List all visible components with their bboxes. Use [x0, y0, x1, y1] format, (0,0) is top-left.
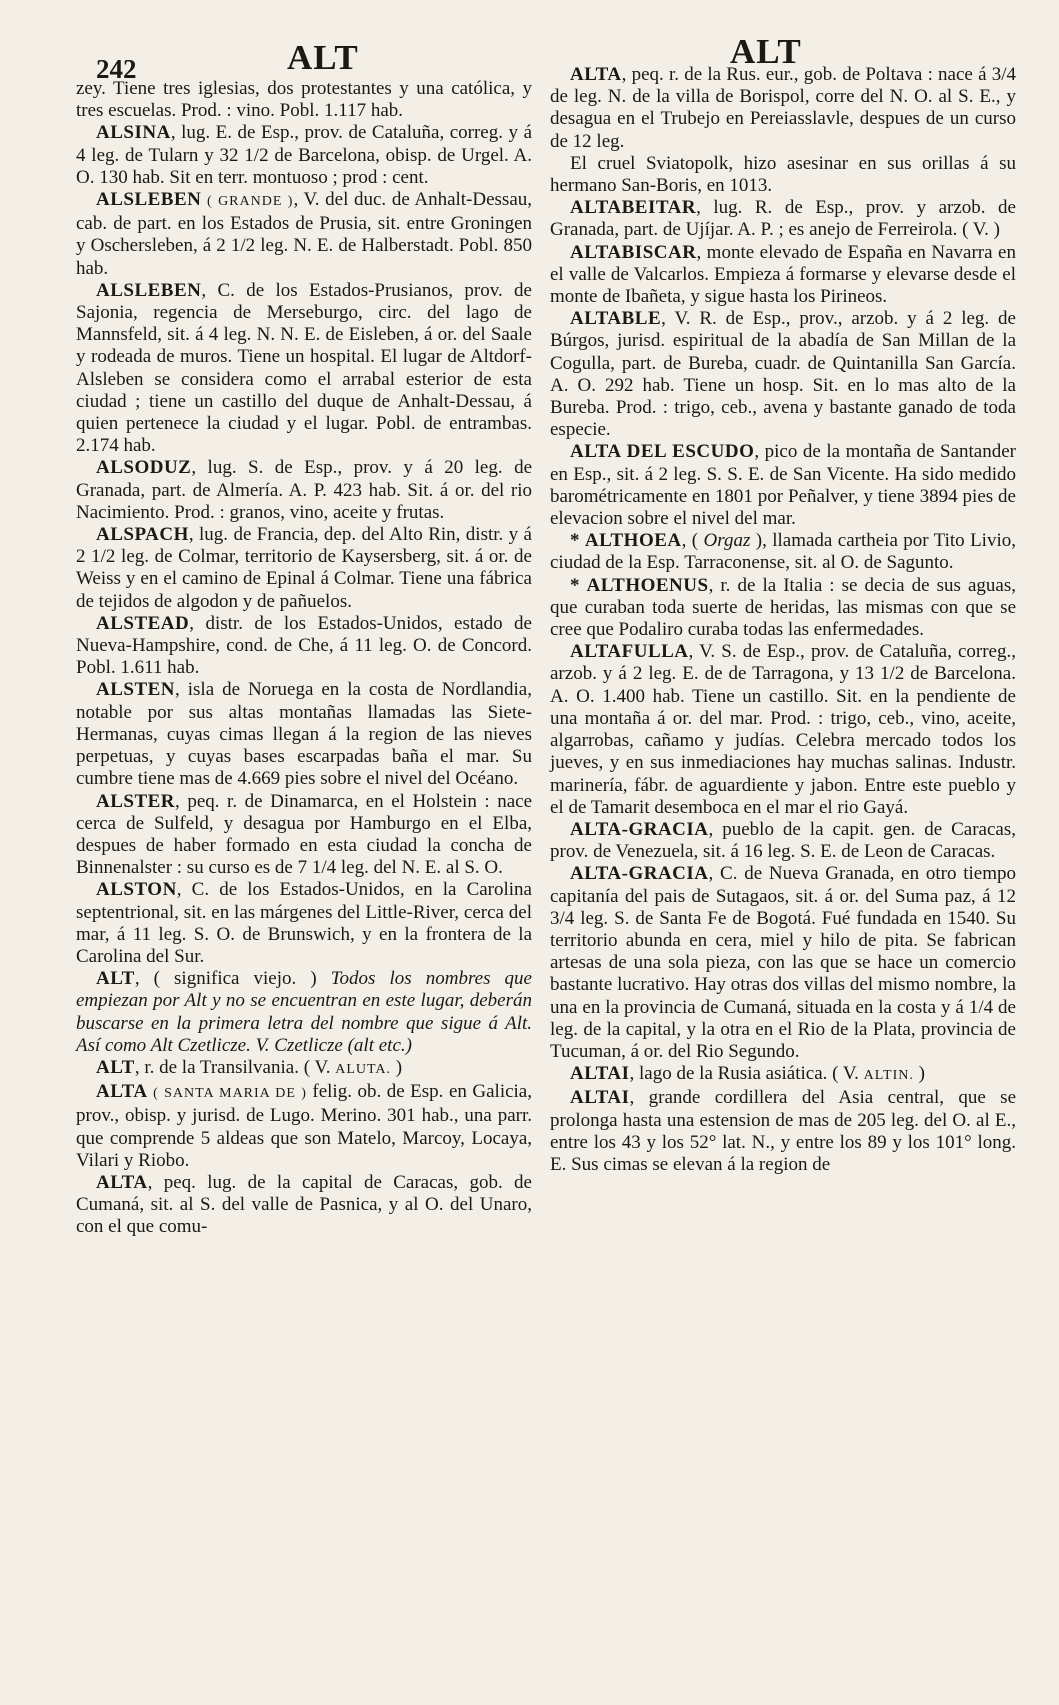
entry-cross-reference: ALUTA.: [335, 1061, 392, 1077]
running-head-left: ALT: [287, 38, 359, 77]
entry-text: felig. ob. de Esp. en Galicia, prov., obisp. y jurisd. de Lugo. Merino. 301 hab., una parr. que comprende 5 aldeas que son Matelo, Marcoy, Locaya, Vilari y Riobo.: [76, 1081, 532, 1171]
entry-headword: ALTABLE: [570, 308, 662, 330]
entry-qualifier: ( GRANDE ): [207, 194, 294, 210]
entry-text: , peq. r. de Dinamarca, en el Holstein : nace cerca de Sulfeld, y desagua por Hamburgo en el Elba, despues de haber formado en esta ciudad la concha de Binnenalster : su curso es de 7 1/4 leg. del N. E. al S. O.: [76, 790, 532, 879]
entry-cross-reference: ALTIN.: [863, 1068, 914, 1084]
dictionary-entry: [550, 1087, 1016, 1176]
dictionary-entry: [76, 1081, 532, 1172]
entry-headword: ALTAI: [570, 1063, 630, 1085]
entry-text: , r. de la Italia : se decia de sus aguas, que curaban toda suerte de heridas, las mismas con que se cree que Podaliro curaba todas las enfermedades.: [550, 574, 1017, 641]
entry-text: , lug. S. de Esp., prov. y á 20 leg. de Granada, part. de Almería. A. P. 423 hab. Sit. á or. del rio Nacimiento. Prod. : granos, vino, aceite y frutas.: [76, 457, 532, 523]
entry-headword: ALTABEITAR: [570, 197, 697, 219]
entry-text: , peq. lug. de la capital de Caracas, gob. de Cumaná, sit. al S. del valle de Pasnica, y al O. del Unaro, con el que comu-: [76, 1171, 532, 1238]
entry-text: El cruel Sviatopolk, hizo asesinar en sus orillas á su hermano San-Boris, en 1013.: [550, 152, 1016, 197]
dictionary-entry: [550, 197, 1016, 241]
dictionary-entry: [550, 242, 1016, 309]
running-head-right: ALT: [730, 32, 802, 71]
entry-text: , r. de la Transilvania. ( V.: [134, 1056, 336, 1078]
dictionary-entry: [550, 64, 1016, 153]
entry-text: , C. de Nueva Granada, en otro tiempo capitanía del pais de Sutagaos, sit. á or. del Suma paz, á 12 3/4 leg. S. de Santa Fe de Bogotá. Fué fundada en 1540. Su territorio abunda en cera, miel y hilo de pita. Se fabrican artesas de una sola pieza, con las que se hace un comercio bastante lucrativo. Hay otras dos villas del mismo nombre, la una en la provincia de Cumaná, situada en la costa y á 1/4 de leg. de la capital, y la otra en el Rio de la Plata, provincia de Tucuman, á or. del Rio Segundo.: [550, 863, 1016, 1062]
entry-headword: ALTA: [570, 64, 622, 85]
entry-headword: ALSTON: [96, 879, 177, 901]
entry-headword: ALTA-GRACIA: [570, 818, 709, 840]
dictionary-entry: [76, 457, 532, 524]
entry-headword: ALSTER: [96, 790, 176, 812]
entry-text: , C. de los Estados-Prusianos, prov. de Sajonia, regencia de Merseburgo, circ. del lago de Mannsfeld, sit. á 4 leg. N. N. E. de Eisleben, á or. del Saale y rodeada de muros. Tiene un hospital. El lugar de Altdorf-Alsleben se considera como el arrabal esterior de esta ciudad ; tiene un castillo del duque de Anhalt-Dessau, á quien pertenece la ciudad y el lugar. Pobl. de entrambas. 2.174 hab.: [76, 279, 532, 457]
dictionary-entry: [76, 613, 532, 680]
entry-headword: ALT: [96, 1056, 135, 1078]
entry-text: , C. de los Estados-Unidos, en la Carolina septentrional, sit. en las márgenes del Little-River, cerca del mar, á 11 leg. S. O. de Brunswich, y en la frontera de la Carolina del Sur.: [76, 879, 532, 967]
entry-headword: ALSODUZ: [96, 457, 192, 479]
entry-text: , grande cordillera del Asia central, que se prolonga hasta una estension de mas de 205 leg. del O. al E., entre los 43 y los 52° lat. N., y entre los 89 y los 101° long. E. Sus cimas se elevan á la region de: [550, 1087, 1016, 1175]
entry-note-italic: Todos los nombres que empiezan por Alt y no se encuentran en este lugar, deberán buscarse en la primera letra del nombre que sigue á Alt. Así como Alt Czetlicze. V. Czetlicze (alt etc.): [76, 968, 532, 1056]
entry-text: , lago de la Rusia asiática. ( V.: [629, 1063, 864, 1085]
dictionary-entry: [550, 863, 1016, 1063]
entry-text: , lug. R. de Esp., prov. y arzob. de Granada, part. de Ujíjar. A. P. ; es anejo de Ferreirola. ( V. ): [550, 197, 1016, 241]
right-column: [550, 64, 1016, 1694]
entry-headword: * ALTHOEA: [570, 530, 682, 552]
entry-headword: ALSINA: [96, 122, 171, 144]
entry-headword: ALTA DEL ESCUDO: [570, 441, 755, 463]
dictionary-entry: [550, 819, 1016, 863]
entry-headword: ALTAFULLA: [570, 641, 689, 663]
entry-text-tail: ): [391, 1056, 403, 1078]
dictionary-entry: [550, 308, 1016, 441]
entry-headword: ALTA: [96, 1171, 148, 1193]
entry-text: , pueblo de la capit. gen. de Caracas, prov. de Venezuela, sit. á 16 leg. S. E. de Leon de Caracas.: [550, 818, 1016, 863]
entry-text: , lug. de Francia, dep. del Alto Rin, distr. y á 2 1/2 leg. de Colmar, territorio de Kaysersberg, sit. á or. de Weiss y en el camino de Epinal á Colmar. Tiene una fábrica de tejidos de algodon y de pañuelos.: [76, 524, 532, 612]
entry-text-tail: ): [913, 1063, 925, 1085]
left-column: [76, 78, 532, 1690]
entry-text: , V. R. de Esp., prov., arzob. y á 2 leg. de Búrgos, jurisd. espiritual de la abadía de San Millan de la Cogulla, part. de Bureba, cuadr. de Quintanilla San García. A. O. 292 hab. Tiene un hosp. Sit. en lo mas alto de la Bureba. Prod. : trigo, ceb., avena y bastante ganado de toda especie.: [550, 308, 1016, 441]
dictionary-entry: [550, 530, 1016, 574]
entry-text: , monte elevado de España en Navarra en el valle de Valcarlos. Empieza á formarse y elevarse desde el monte de Ibañeta, y sigue hasta los Pirineos.: [550, 241, 1016, 308]
entry-text: , isla de Noruega en la costa de Nordlandia, notable por sus altas montañas llamadas las Siete-Hermanas, cuyas cimas llegan á la region de las nieves perpetuas, y cuyas bases escarpadas baña el mar. Su cumbre tiene mas de 4.669 pies sobre el nivel del Océano.: [76, 679, 532, 790]
entry-text: , lug. E. de Esp., prov. de Cataluña, correg. y á 4 leg. de Tularn y 32 1/2 de Barcelona, obisp. de Urgel. A. O. 130 hab. Sit en terr. montuoso ; prod : cent.: [76, 122, 532, 188]
entry-headword: ALSPACH: [96, 524, 189, 546]
entry-text: zey. Tiene tres iglesias, dos protestantes y una católica, y tres escuelas. Prod. : vino. Pobl. 1.117 hab.: [76, 78, 532, 122]
dictionary-entry: [550, 575, 1016, 642]
dictionary-entry: [76, 78, 532, 122]
entry-headword: * ALTHOENUS: [570, 574, 709, 596]
dictionary-entry: [76, 679, 532, 790]
entry-headword: ALSTEAD: [96, 612, 190, 634]
dictionary-entry: [76, 968, 532, 1057]
entry-italic: Orgaz: [703, 530, 751, 552]
entry-text: , peq. r. de la Rus. eur., gob. de Poltava : nace á 3/4 de leg. N. de la villa de Borispol, corre del N. O. al S. E., y desagua en el Trubejo en Pereiasslavle, despues de un curso de 12 leg.: [550, 64, 1016, 152]
entry-text-tail: ), llamada cartheia por Tito Livio, ciudad de la Esp. Tarraconense, sit. al O. de Sagunto.: [550, 530, 1016, 574]
page-number: 242: [96, 54, 137, 84]
entry-headword: ALSLEBEN: [96, 279, 202, 301]
dictionary-entry: [76, 791, 532, 880]
entry-qualifier: ( SANTA MARIA DE ): [153, 1086, 307, 1102]
entry-text: , ( significa viejo. ): [134, 968, 331, 990]
dictionary-entry: [76, 280, 532, 458]
entry-text: , (: [681, 530, 704, 552]
entry-headword: ALSTEN: [96, 679, 176, 701]
entry-text: , pico de la montaña de Santander en Esp., sit. á 2 leg. S. S. E. de San Vicente. Ha sido medido barométricamente en 1801 por Peñalver, y tiene 3894 pies de elevacion sobre el nivel del mar.: [550, 441, 1016, 530]
entry-headword: ALTA-GRACIA: [570, 863, 709, 885]
dictionary-entry: [76, 524, 532, 613]
entry-headword: ALTA: [96, 1081, 148, 1103]
dictionary-entry: [76, 1172, 532, 1239]
entry-text: , V. del duc. de Anhalt-Dessau, cab. de part. en los Estados de Prusia, sit. entre Groningen y Oschersleben, á 2 1/2 leg. N. E. de Halberstadt. Pobl. 850 hab.: [76, 189, 533, 279]
dictionary-entry: [76, 879, 532, 968]
entry-text: , V. S. de Esp., prov. de Cataluña, correg., arzob. y á 2 leg. E. de de Tarragona, y 13 1/2 de Barcelona. A. O. 1.400 hab. Tiene un castillo. Sit. en la pendiente de una montaña á or. del mar. Prod. : trigo, ceb., vino, aceite, algarrobas, cañamo y judías. Celebra mercado todos los jueves, y en sus inmediaciones hay muchas salinas. Industr. marinería, fábr. de aguardiente y jabon. Entre este pueblo y el de Tamarit desemboca en el mar el rio Gayá.: [550, 641, 1016, 818]
entry-headword: ALT: [96, 968, 135, 990]
dictionary-entry: [550, 641, 1016, 819]
dictionary-entry: [550, 1063, 1016, 1087]
dictionary-entry: [550, 153, 1016, 197]
dictionary-entry: [76, 1057, 532, 1081]
entry-headword: ALTAI: [570, 1087, 630, 1109]
entry-headword: ALTABISCAR: [570, 241, 697, 263]
entry-text: , distr. de los Estados-Unidos, estado de Nueva-Hampshire, cond. de Che, á 11 leg. O. de Concord. Pobl. 1.611 hab.: [76, 612, 532, 679]
dictionary-entry: [76, 122, 532, 189]
entry-headword: ALSLEBEN: [96, 189, 202, 211]
dictionary-entry: [76, 189, 532, 280]
dictionary-entry: [550, 441, 1016, 530]
